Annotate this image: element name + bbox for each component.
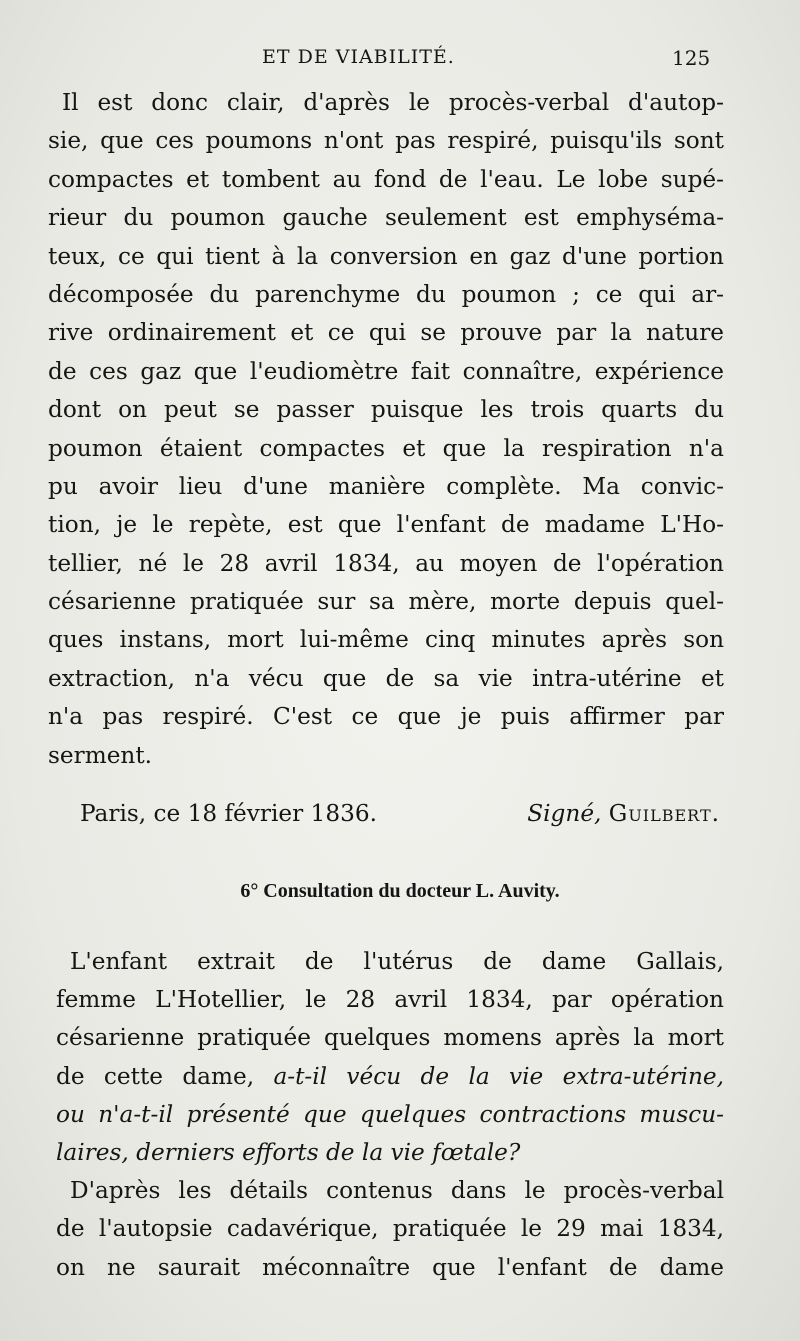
place-date: Paris, ce 18 février 1836. bbox=[80, 800, 377, 827]
text-line: n'a pas respiré. C'est ce que je puis affirmer par bbox=[48, 703, 724, 731]
text-line: teux, ce qui tient à la conversion en gaz d'une portion bbox=[48, 242, 724, 270]
text-line-italic: laires, derniers efforts de la vie fœtale? bbox=[56, 1138, 521, 1166]
text-line: de l'autopsie cadavérique, pratiquée le 29 mai 1834, bbox=[56, 1215, 724, 1243]
page-number: 125 bbox=[672, 46, 711, 70]
text-line: Il est donc clair, d'après le procès-verbal d'autop- bbox=[62, 89, 724, 116]
text-line: tellier, né le 28 avril 1834, au moyen de l'opération bbox=[48, 549, 724, 577]
signatory-name: Guilbert. bbox=[608, 800, 720, 827]
text-line: ques instans, mort lui-même cinq minutes après son bbox=[48, 626, 724, 654]
signatory bbox=[527, 800, 720, 827]
text-roman: de cette dame, bbox=[56, 1062, 274, 1090]
text-line: on ne saurait méconnaître que l'enfant de dame bbox=[56, 1253, 724, 1281]
text-line: femme L'Hotellier, le 28 avril 1834, par opération bbox=[56, 986, 724, 1014]
text-line: décomposée du parenchyme du poumon ; ce qui ar- bbox=[48, 280, 724, 308]
paragraph-2 bbox=[56, 943, 724, 1287]
text-italic: a-t-il vécu de la vie extra-utérine, bbox=[273, 1062, 724, 1090]
section-heading: 6° Consultation du docteur L. Auvity. bbox=[240, 880, 560, 902]
text-line: serment. bbox=[48, 741, 153, 769]
text-line: poumon étaient compactes et que la respiration n'a bbox=[48, 434, 724, 462]
text-line: sie, que ces poumons n'ont pas respiré, puisqu'ils sont bbox=[48, 127, 724, 155]
text-line: dont on peut se passer puisque les trois quarts du bbox=[48, 396, 724, 424]
text-line: rive ordinairement et ce qui se prouve par la nature bbox=[48, 319, 724, 347]
text-line: L'enfant extrait de l'utérus de dame Gallais, bbox=[70, 948, 724, 975]
page-header bbox=[0, 40, 800, 76]
running-title: ET DE VIABILITÉ. bbox=[262, 46, 455, 68]
text-line: rieur du poumon gauche seulement est emphyséma- bbox=[48, 204, 724, 232]
text-line: D'après les détails contenus dans le procès-verbal bbox=[70, 1177, 724, 1205]
text-line: césarienne pratiquée sur sa mère, morte depuis quel- bbox=[48, 588, 724, 616]
text-line: tion, je le repète, est que l'enfant de madame L'Ho- bbox=[48, 511, 724, 539]
signature-line bbox=[80, 800, 720, 836]
text-line: césarienne pratiquée quelques momens après la mort bbox=[56, 1024, 724, 1052]
text-line: pu avoir lieu d'une manière complète. Ma convic- bbox=[48, 472, 724, 500]
text-line-italic: ou n'a-t-il présenté que quelques contractions muscu- bbox=[56, 1100, 724, 1128]
paragraph-1 bbox=[48, 84, 724, 775]
text-line: extraction, n'a vécu que de sa vie intra-utérine et bbox=[48, 664, 724, 692]
text-line: compactes et tombent au fond de l'eau. Le lobe supé- bbox=[48, 165, 724, 193]
text-line: de ces gaz que l'eudiomètre fait connaître, expérience bbox=[48, 357, 724, 385]
text-line bbox=[56, 1058, 724, 1096]
signe-label: Signé, bbox=[527, 800, 602, 827]
